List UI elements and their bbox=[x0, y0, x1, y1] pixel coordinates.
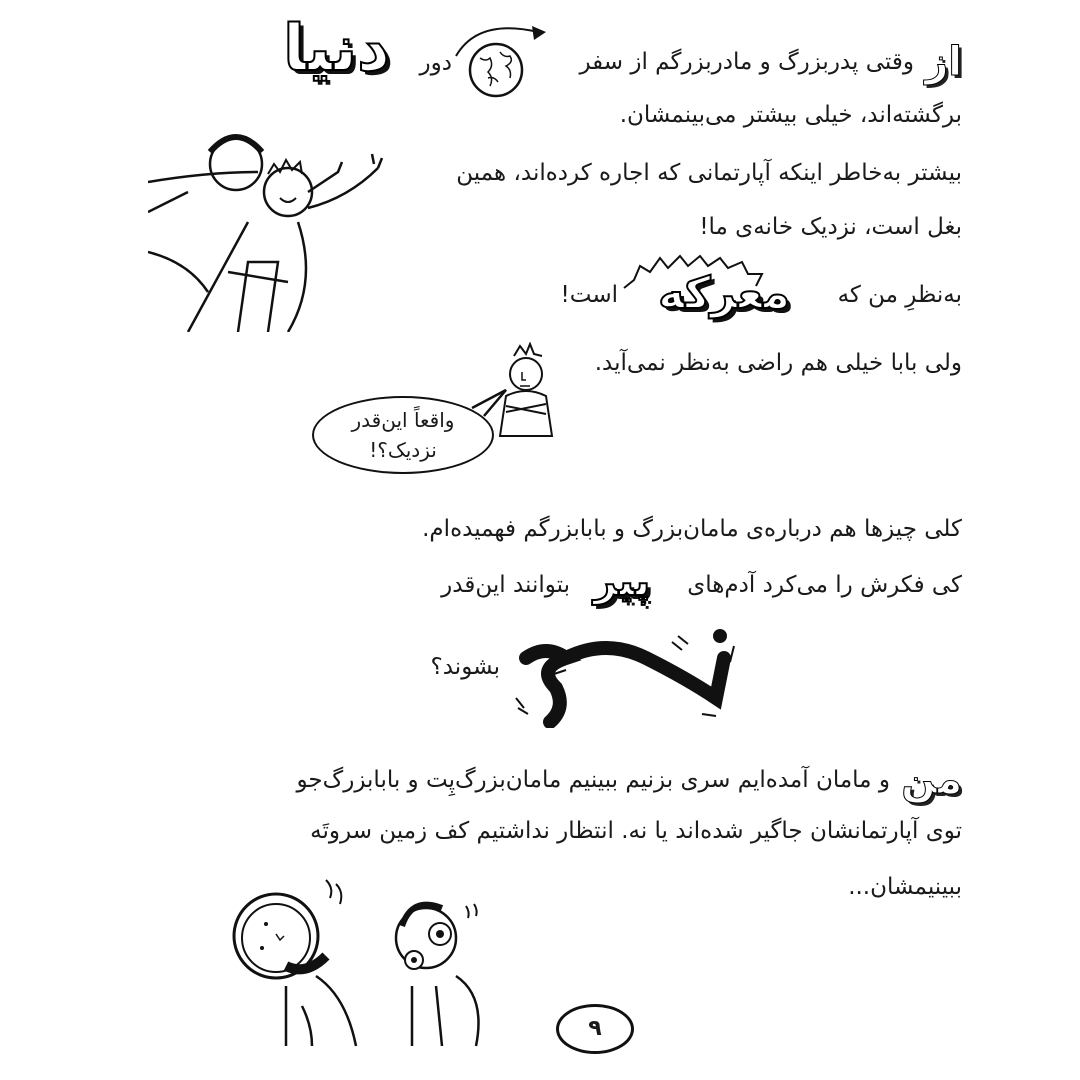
p2-line3-end: است! bbox=[560, 282, 618, 308]
stretched-soft-word-decoration bbox=[506, 628, 746, 728]
globe-icon bbox=[448, 18, 548, 98]
p3-line3-end: بشوند؟ bbox=[430, 654, 500, 680]
speech-bubble-line2: نزدیک؟! bbox=[369, 438, 437, 462]
p3-line2-start: کی فکرش را می‌کرد آدم‌های bbox=[687, 572, 962, 598]
p4-line3: ببینیمشان... bbox=[848, 874, 962, 900]
p3-line2-end: بتوانند این‌قدر bbox=[441, 572, 570, 598]
upside-down-figures-illustration bbox=[226, 876, 526, 1056]
p4-line2: توی آپارتمانشان جاگیر شده‌اند یا نه. انتظار نداشتیم کف زمین سروتَه bbox=[310, 818, 962, 844]
grandparent-child-illustration bbox=[148, 112, 388, 332]
page-number: ۹ bbox=[556, 1004, 634, 1054]
drop-word-az: از bbox=[925, 39, 962, 85]
p1-line1 bbox=[579, 39, 962, 85]
p1-line1-end: دور bbox=[419, 50, 452, 76]
p4-line1-text: و مامان آمده‌ایم سری بزنیم ببینیم مامان‌بزرگ‌پِت و بابابزرگ‌جو bbox=[296, 767, 890, 793]
p2-line2: بغل است، نزدیک خانه‌ی ما! bbox=[699, 214, 962, 240]
p2-line3-start: به‌نظرِ من که bbox=[837, 282, 962, 308]
decorative-word-mahrekeh: معرکه bbox=[658, 268, 790, 319]
decorative-word-dunya: دنیا bbox=[282, 12, 390, 86]
p2-line1: بیشتر به‌خاطر اینکه آپارتمانی که اجاره کرده‌اند، همین bbox=[456, 160, 962, 186]
p1-line1-text: وقتی پدربزرگ و مادربزرگم از سفر bbox=[579, 49, 914, 75]
p1-line2: برگشته‌اند، خیلی بیشتر می‌بینمشان. bbox=[619, 102, 962, 128]
drop-word-man: من bbox=[901, 757, 962, 803]
p3-line1: کلی چیزها هم درباره‌ی مامان‌بزرگ و بابابزرگم فهمیده‌ام. bbox=[422, 516, 962, 542]
speech-bubble-line1: واقعاً این‌قدر bbox=[351, 408, 455, 432]
p4-line1 bbox=[296, 757, 962, 803]
p2-line4: ولی بابا خیلی هم راضی به‌نظر نمی‌آید. bbox=[594, 350, 962, 376]
decorative-word-pir: پیر bbox=[593, 559, 650, 605]
